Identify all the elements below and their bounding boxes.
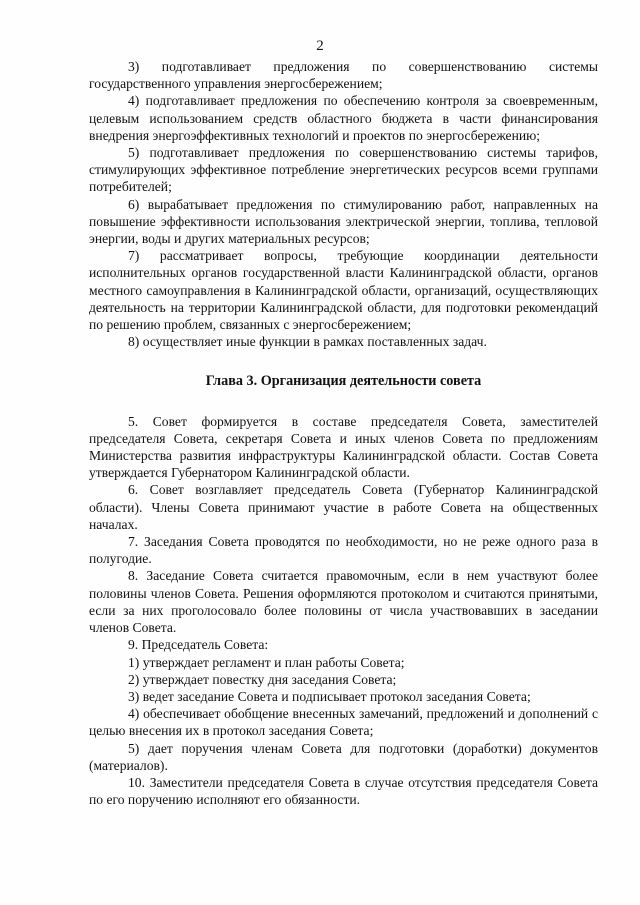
- page-number: 2: [316, 38, 324, 54]
- list-item: 4) подготавливает предложения по обеспечению контроля за своевременным, целевым использованием средств областного бюджета в части финансирования внедрения энергоэффективных технологий и проектов по энергосбережению;: [89, 93, 598, 143]
- paragraph: 8. Заседание Совета считается правомочным, если в нем участвуют более половины членов Совета. Решения оформляются протоколом и считаются принятыми, если за них проголосовало более половины от числа участвовавших в заседании членов Совета.: [89, 568, 598, 636]
- chapter-title: Глава 3. Организация деятельности совета: [205, 373, 482, 390]
- paragraph: 5. Совет формируется в составе председателя Совета, заместителей председателя Совета, секретаря Совета и иных членов Совета по предложениям Министерства развития инфраструктуры Калининградской области. Состав Совета утверждается Губернатором Калининградской области.: [89, 413, 598, 481]
- list-item: 7) рассматривает вопросы, требующие координации деятельности исполнительных органов государственной власти Калининградской области, органов местного самоуправления в Калининградской области, организаций, осуществляющих деятельность на территории Калининградской области, для подготовки рекомендаций по решению проблем, связанных с энергосбережением;: [89, 248, 598, 333]
- document-body: [89, 58, 598, 808]
- paragraph: 7. Заседания Совета проводятся по необходимости, но не реже одного раза в полугодие.: [89, 534, 598, 567]
- list-item: 2) утверждает повестку дня заседания Совета;: [128, 671, 397, 687]
- list-item: 3) ведет заседание Совета и подписывает протокол заседания Совета;: [128, 688, 531, 704]
- list-item: 6) вырабатывает предложения по стимулированию работ, направленных на повышение эффективности использования электрической энергии, топлива, тепловой энергии, воды и других материальных ресурсов;: [89, 196, 598, 247]
- paragraph: 9. Председатель Совета:: [128, 637, 269, 653]
- list-item: 5) подготавливает предложения по совершенствованию системы тарифов, стимулирующих эффективное потребление энергетических ресурсов всеми группами потребителей;: [89, 145, 598, 195]
- paragraph: 6. Совет возглавляет председатель Совета (Губернатор Калининградской области). Члены Совета принимают участие в работе Совета на общественных началах.: [89, 482, 598, 532]
- list-item: 4) обеспечивает обобщение внесенных замечаний, предложений и дополнений с целью внесения их в протокол заседания Совета;: [89, 706, 598, 739]
- list-item: 8) осуществляет иные функции в рамках поставленных задач.: [128, 334, 487, 350]
- list-item: 1) утверждает регламент и план работы Совета;: [128, 654, 405, 670]
- list-item: 5) дает поручения членам Совета для подготовки (доработки) документов (материалов).: [89, 740, 598, 773]
- paragraph: 10. Заместители председателя Совета в случае отсутствия председателя Совета по его поручению исполняют его обязанности.: [89, 774, 598, 808]
- list-item: 3) подготавливает предложения по совершенствованию системы государственного управления энергосбережением;: [89, 59, 598, 92]
